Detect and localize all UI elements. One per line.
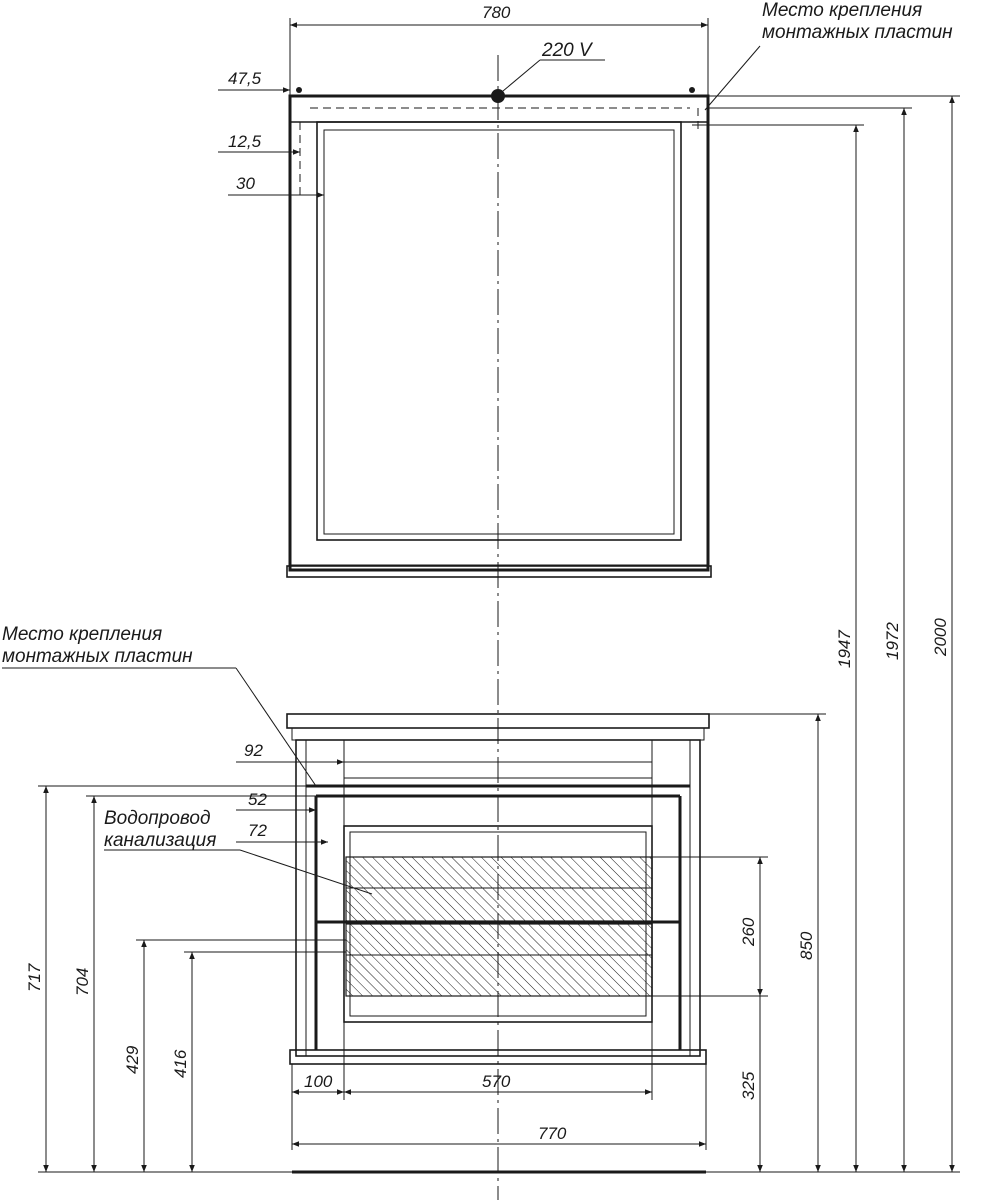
pipes-zone-upper xyxy=(346,857,652,921)
dim-12-5: 12,5 xyxy=(228,132,262,151)
dim-47-5: 47,5 xyxy=(228,69,262,88)
pipes-label-2: канализация xyxy=(104,830,217,851)
plate-pin-right xyxy=(689,87,695,93)
mirror-inner-frame xyxy=(317,122,681,540)
dim-325: 325 xyxy=(739,1071,758,1100)
mirror-plates-label-2: монтажных пластин xyxy=(762,22,953,43)
mirror-outer-frame xyxy=(290,96,708,570)
mirror-plates-label-1: Место крепления xyxy=(762,0,923,21)
mirror-glass xyxy=(324,130,674,534)
dim-92: 92 xyxy=(244,741,263,760)
cabinet-plates-label-2: монтажных пластин xyxy=(2,646,193,667)
dim-429: 429 xyxy=(123,1045,142,1074)
dim-72: 72 xyxy=(248,821,267,840)
dim-850: 850 xyxy=(797,931,816,960)
power-label: 220 V xyxy=(542,40,592,61)
dim-770: 770 xyxy=(538,1124,567,1143)
cabinet-view xyxy=(2,624,960,1172)
dim-416: 416 xyxy=(171,1049,190,1078)
dim-1947: 1947 xyxy=(835,630,854,668)
overall-heights xyxy=(692,96,960,1172)
dim-704: 704 xyxy=(73,967,92,996)
dim-717: 717 xyxy=(25,963,44,992)
power-socket-icon xyxy=(491,89,505,103)
pipes-label-1: Водопровод xyxy=(104,808,211,829)
cabinet-plates-label-1: Место крепления xyxy=(2,624,163,645)
dim-52: 52 xyxy=(248,790,267,809)
pipes-zone-lower xyxy=(346,924,652,996)
dim-mirror-width: 780 xyxy=(482,3,511,22)
plate-pin-left xyxy=(296,87,302,93)
dim-100: 100 xyxy=(304,1072,333,1091)
dim-2000: 2000 xyxy=(931,618,950,656)
dim-260: 260 xyxy=(739,917,758,946)
mirror-view xyxy=(218,0,953,577)
dim-1972: 1972 xyxy=(883,622,902,660)
dim-570: 570 xyxy=(482,1072,511,1091)
dim-30: 30 xyxy=(236,174,255,193)
